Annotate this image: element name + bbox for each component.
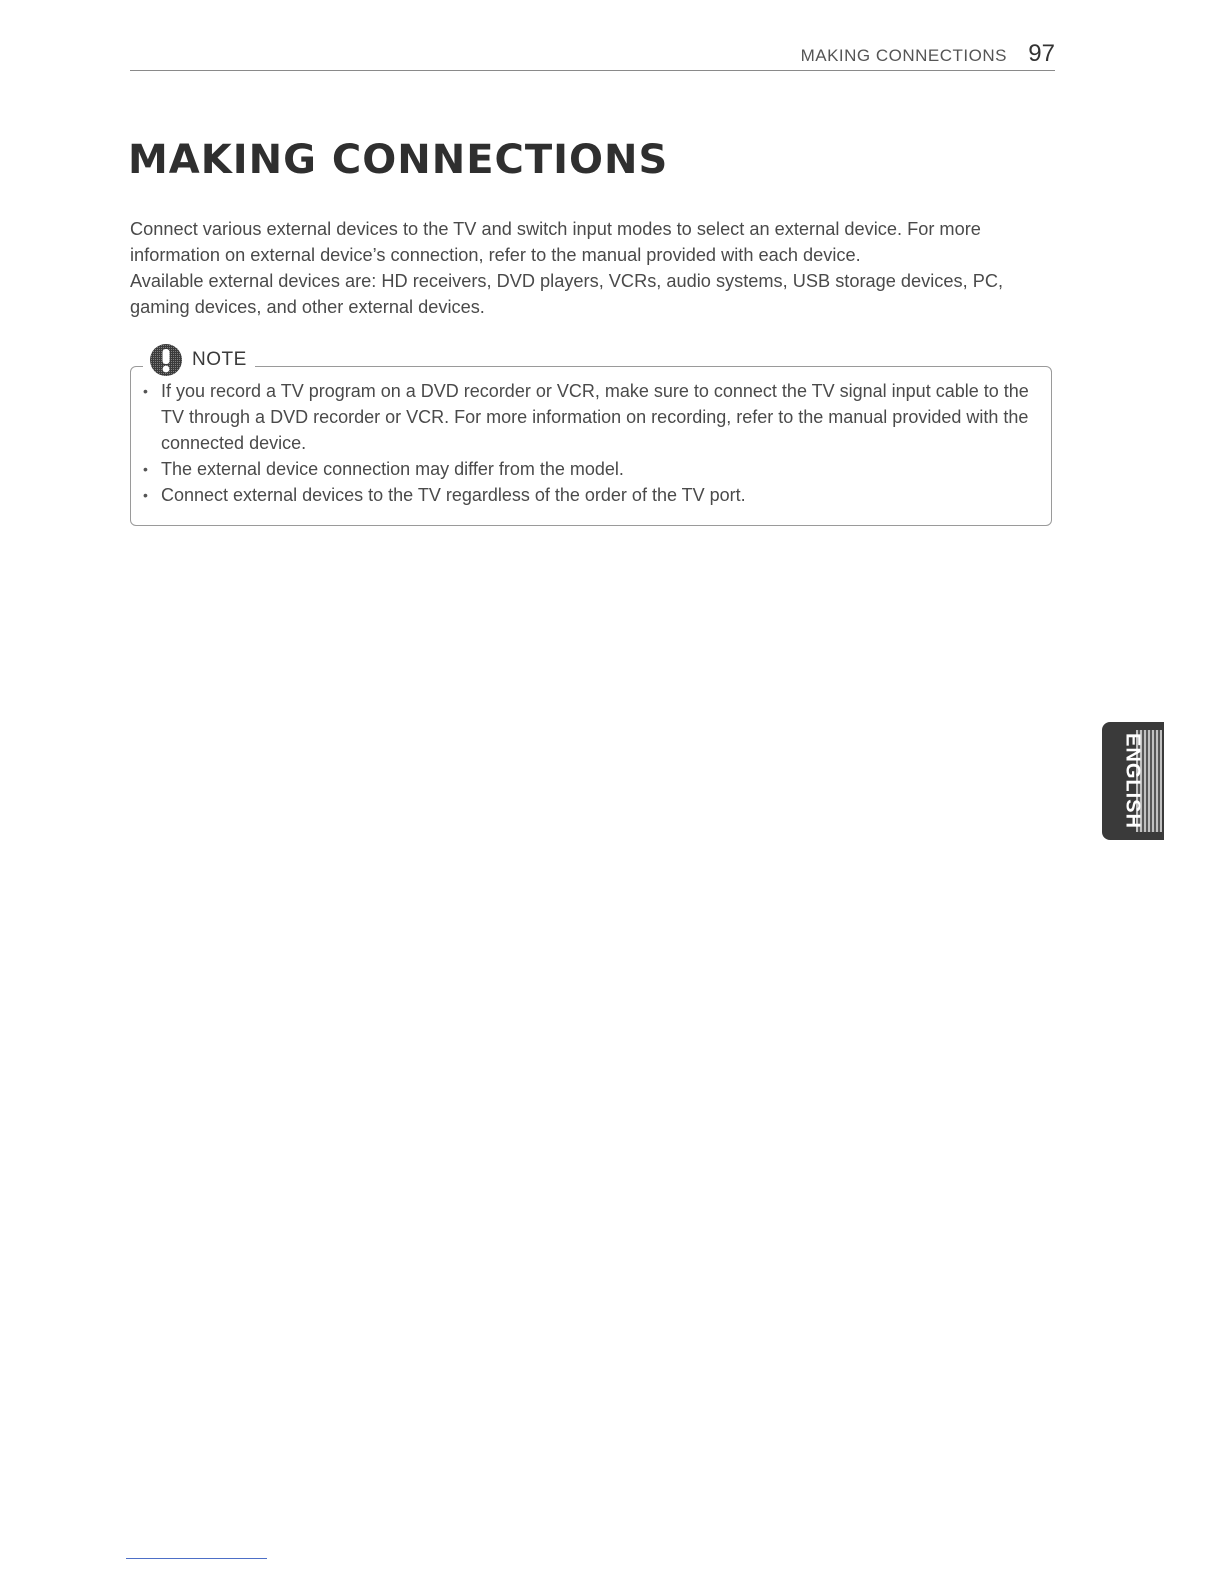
- footer-line: [126, 1558, 267, 1559]
- note-header: [143, 343, 255, 377]
- page-header: [130, 40, 1055, 71]
- note-item: • If you record a TV program on a DVD recorder or VCR, make sure to connect the TV signal input cable to the TV through a DVD recorder or VCR. For more information on recording, refer to the manual provided with the connected device.: [141, 378, 1041, 456]
- page-title: MAKING CONNECTIONS: [128, 137, 669, 183]
- note-item: • The external device connection may differ from the model.: [141, 456, 1041, 482]
- intro-text: [130, 216, 1060, 320]
- page-number: 97: [1028, 40, 1055, 67]
- intro-paragraph-2: Available external devices are: HD receivers, DVD players, VCRs, audio systems, USB storage devices, PC, gaming devices, and other external devices.: [130, 271, 1004, 317]
- note-item: • Connect external devices to the TV regardless of the order of the TV port.: [141, 482, 1041, 508]
- header-section-title: MAKING CONNECTIONS: [800, 46, 1007, 65]
- note-label: NOTE: [192, 349, 247, 370]
- intro-paragraph-1: Connect various external devices to the TV and switch input modes to select an external device. For more information on external device’s connection, refer to the manual provided with each device.: [130, 219, 981, 265]
- note-list: [141, 378, 1041, 508]
- language-side-tab: [1102, 722, 1164, 840]
- note-box: [130, 349, 1052, 526]
- exclamation-icon: [149, 343, 183, 377]
- side-tab-label: ENGLISH: [1121, 733, 1144, 829]
